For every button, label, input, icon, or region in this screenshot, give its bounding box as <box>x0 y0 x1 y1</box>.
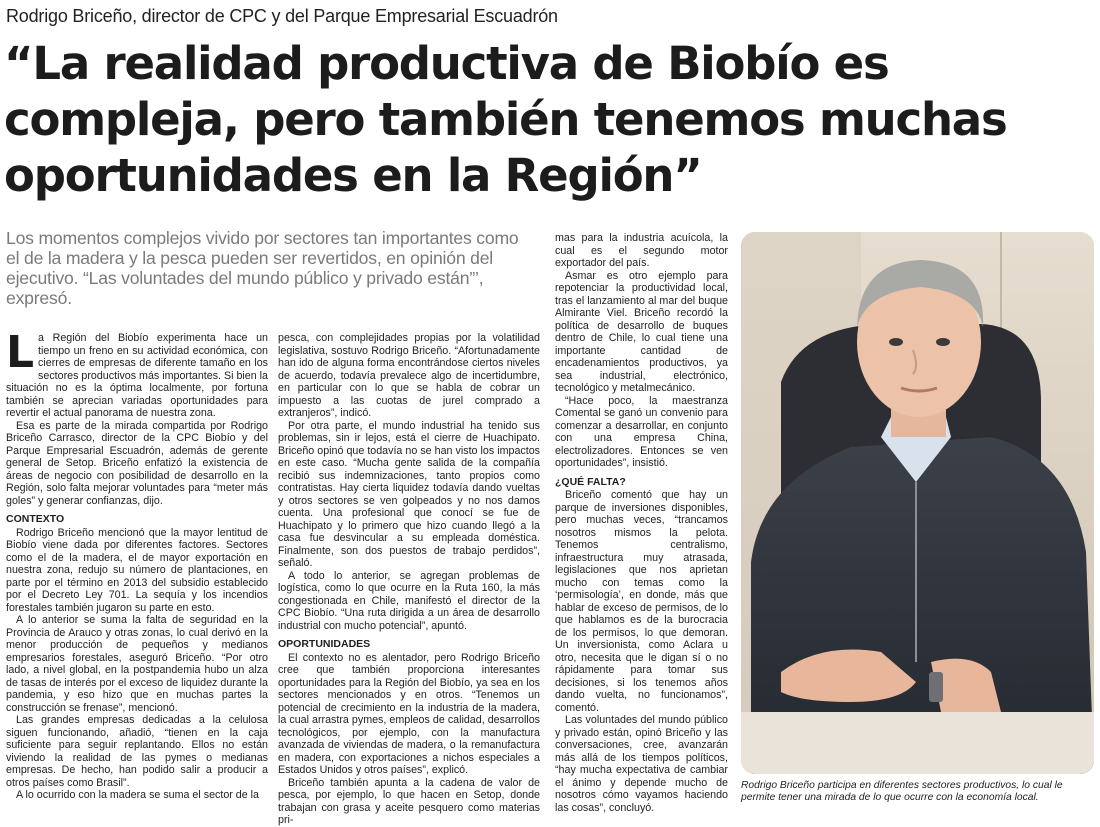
paragraph: A todo lo anterior, se agregan problemas de logística, como lo que ocurre en la Ruta 160, la más congestionada en Chile, manifestó el director de la CPC Biobío. “Una ruta dirigida a un área de desarrollo industrial con mucho potencial”, apuntó. <box>278 569 540 632</box>
paragraph: “Hace poco, la maestranza Comental se ganó un convenio para comenzar a desarrollar, en conjunto con una empresa China, electrolizadores. Entonces se ven oportunidades”, insistió. <box>555 394 728 469</box>
paragraph: Briceño también apunta a la cadena de valor de pesca, por ejemplo, lo que hacen en Setop, donde trabajan con grasa y aceite pesquero como materias pri- <box>278 776 540 826</box>
paragraph: El contexto no es alentador, pero Rodrigo Briceño cree que también proporciona interesantes oportunidades para la Región del Biobío, ya sea en los sectores mencionados y en otros. “Tenemos un potencial de crecimiento en la industria de la madera, la cual arrastra pymes, empleos de calidad, desarrollos tecnológicos, por ejemplo, con la manufactura avanzada de viviendas de madera, o la remanufactura en madera, con exportaciones a nichos especiales a Estados Unidos y otros países”, explicó. <box>278 651 540 776</box>
paragraph: Las grandes empresas dedicadas a la celulosa siguen funcionando, añadió, “tienen en la caja suficiente para seguir replantando. Ellos no están viviendo la realidad de las pymes o medianas empresas. De hecho, han podido salir a producir a otros países como Brasil”. <box>6 714 268 789</box>
paragraph: Por otra parte, el mundo industrial ha tenido sus problemas, sin ir lejos, está el cierre de Huachipato. Briceño opinó que todavía no se han visto los impactos en este caso. “Mucha gente salida de la compañía recibió sus indemnizaciones, tanto propios como contratistas. Hay cierta liquidez todavía dando vueltas y otros sectores se ven golpeados y no nos damos cuenta. Una profesional que conocí se fue de Huachipato y lo primero que hizo cuando llegó a la casa fue desvincular a su empleada doméstica. Finalmente, son dos puestos de trabajo perdidos”, señaló. <box>278 419 540 569</box>
paragraph: pesca, con complejidades propias por la volatilidad legislativa, sostuvo Rodrigo Briceño. “Afortunadamente han ido de alguna forma encontrándose ciertos niveles de acuerdo, todavía prevalece algo de incertidumbre, en particular con lo que se habla de cobrar un impuesto a las cuotas de jurel comprado a extranjeros”, indicó. <box>278 332 540 419</box>
paragraph: Asmar es otro ejemplo para repotenciar la productividad local, tras el lanzamiento al mar del buque Almirante Viel. Briceño recordó la política de desarrollo de buques dentro de Chile, lo cual tiene una importante cantidad de encadenamientos productivos, ya sea industrial, electrónico, tecnológico y metalmecánico. <box>555 269 728 394</box>
section-heading-que-falta: ¿QUÉ FALTA? <box>555 475 626 488</box>
photo-caption: Rodrigo Briceño participa en diferentes sectores productivos, lo cual le permite tener una mirada de lo que ocurre con la economía local. <box>741 780 1063 803</box>
paragraph: Las voluntades del mundo público y privado están, opinó Briceño y las conversaciones, cree, avanzarán más allá de los tiempos políticos, “hay mucha expectativa de cambiar el ánimo y depende mucho de nosotros cómo vayamos haciendo las cosas”, concluyó. <box>555 714 728 814</box>
lead: Los momentos complejos vivido por sectores tan importantes como el de la madera y la pesca pueden ser revertidos, en opinión del ejecutivo. “Las voluntades del mundo público y privado están”’, expresó. <box>6 228 519 308</box>
headline: “La realidad productiva de Biobío es compleja, pero también tenemos muchas oportunidades en la Región” <box>4 37 1007 202</box>
article-column-2 <box>278 332 540 827</box>
article-column-1 <box>6 327 268 802</box>
paragraph: A lo ocurrido con la madera se suma el sector de la <box>16 789 259 801</box>
paragraph: Rodrigo Briceño mencionó que la mayor lentitud de Biobío viene dada por diferentes factores. Sectores como el de la madera, el de mayor exportación en nuestra zona, redujo su número de plantaciones, en parte por el término en 2013 del subsidio establecido por el Decreto Ley 701. La sequía y los incendios forestales también jugaron su parte en esto. <box>6 526 268 614</box>
portrait-illustration <box>741 232 1094 774</box>
dropcap: L <box>6 327 35 378</box>
article-column-3 <box>555 232 728 814</box>
portrait-photo <box>741 232 1094 774</box>
section-heading-contexto: CONTEXTO <box>6 513 65 525</box>
paragraph: Briceño comentó que hay un parque de inversiones disponibles, pero muchas veces, “trancamos nosotros mismos la pelota. Tenemos centralismo, infraestructura muy atrasada, legislaciones que nos aprietan mucho con temas como la ‘permisología’, en donde, más que hablar de exceso de permisos, de lo que hablamos es de la burocracia de los permisos, lo que demoran. Un inversionista, como Aclara u otro, necesita que le digan sí o no rápidamente para tomar sus decisiones, si los tenemos años dando vuelta, no funcionamos”, comentó. <box>555 489 728 714</box>
paragraph: A lo anterior se suma la falta de seguridad en la Provincia de Arauco y otras zonas, lo cual derivó en la menor producción de pequeños y medianos empresarios forestales, aseguró Briceño. “Por otro lado, a nivel global, en la postpandemia hubo un alza de tasas de interés por el exceso de liquidez durante la pandemia, y eso hizo que en muchas partes la construcción se frenase”, mencionó. <box>6 614 268 714</box>
paragraph <box>6 327 268 420</box>
paragraph: mas para la industria acuícola, la cual es el segundo motor exportador del país. <box>555 232 728 269</box>
paragraph-text: a Región del Biobío experimenta hace un tiempo un freno en su actividad económica, con cierres de empresas de diferente tamaño en los sectores productivos más importantes. Si bien la situación no es la óptima localmente, por fortuna también se aprecian variadas oportunidades para revertir el actual panorama de nuestra zona. <box>6 332 268 419</box>
paragraph: Esa es parte de la mirada compartida por Rodrigo Briceño Carrasco, director de la CPC Biobío y del Parque Empresarial Escuadrón, además de gerente general de Setop. Briceño enfatizó la existencia de áreas de negocio con posibilidad de desarrollo en la Región, solo falta mejorar voluntades para “meter más goles” y generar confianzas, dijo. <box>6 419 268 507</box>
kicker: Rodrigo Briceño, director de CPC y del Parque Empresarial Escuadrón <box>6 6 558 26</box>
section-heading-oportunidades: OPORTUNIDADES <box>278 638 371 650</box>
